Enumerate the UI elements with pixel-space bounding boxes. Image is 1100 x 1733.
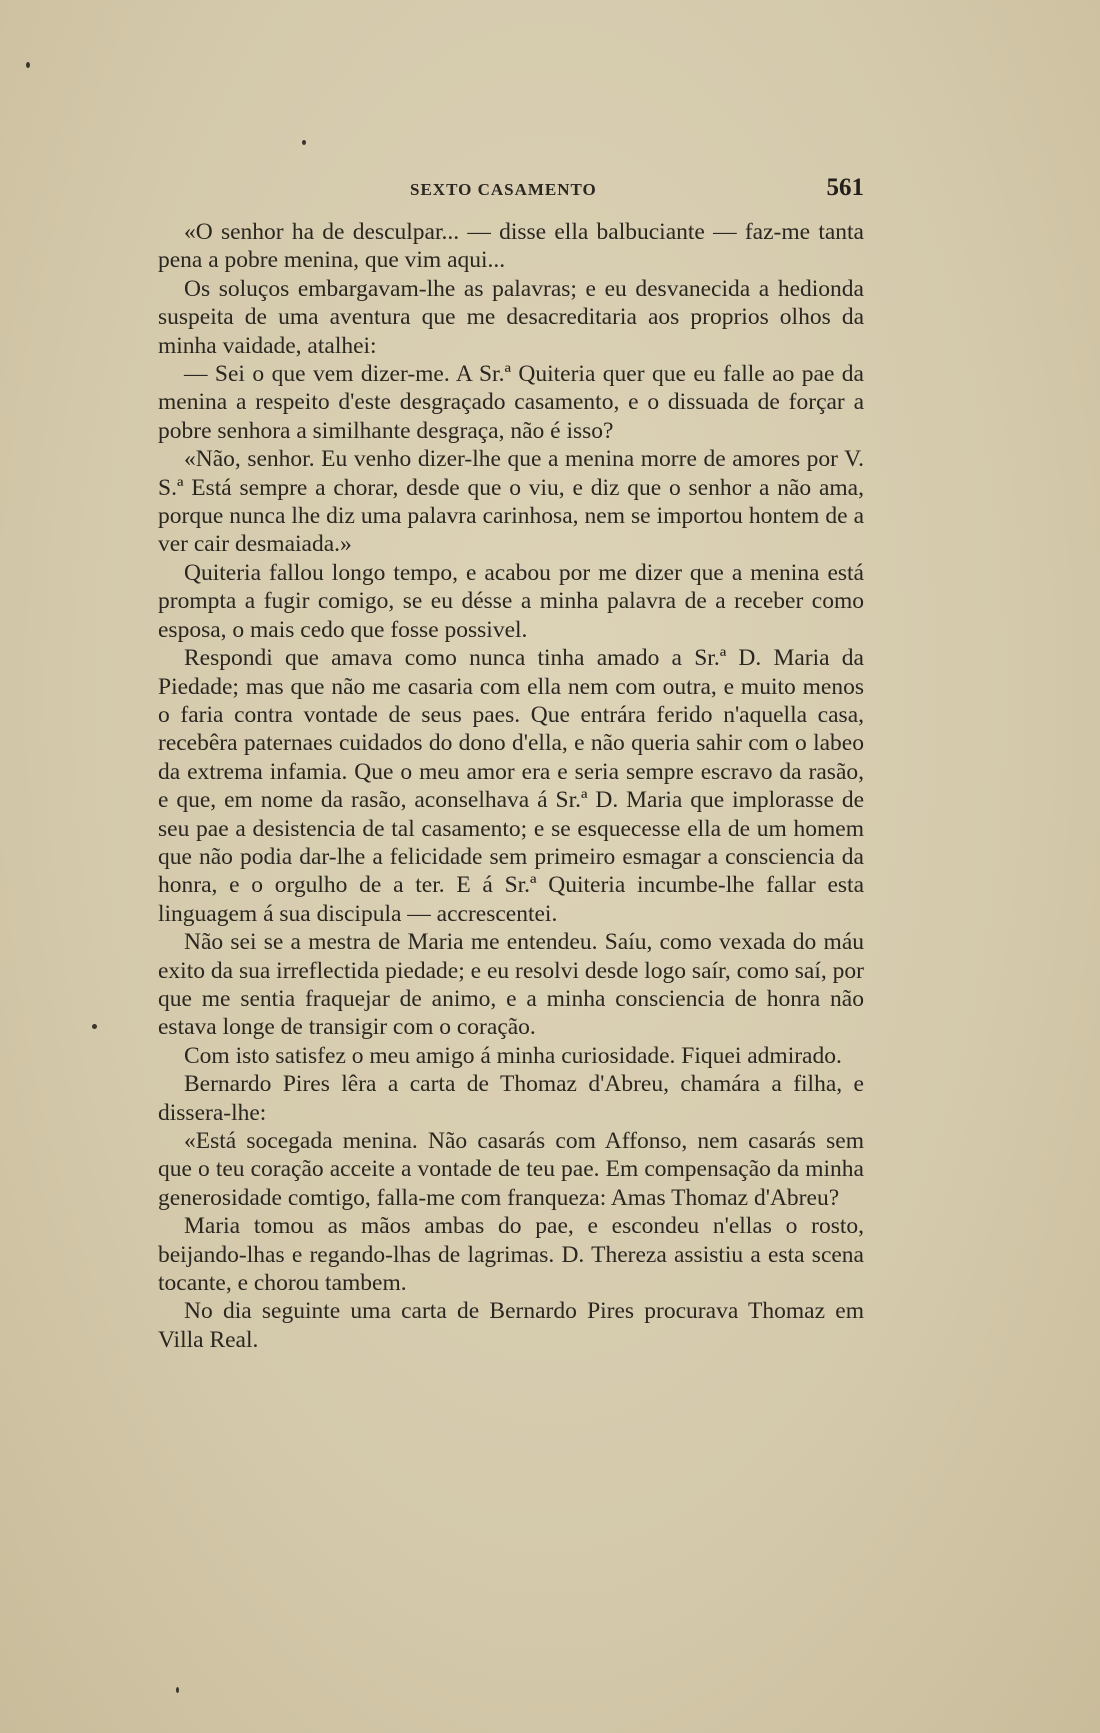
paragraph: «O senhor ha de desculpar... — disse ella balbuciante — faz-me tanta pena a pobre menina, que vim aqui...	[158, 219, 864, 274]
page-number: 561	[826, 174, 864, 201]
paper-speck	[176, 1687, 179, 1693]
paragraph: Maria tomou as mãos ambas do pae, e escondeu n'ellas o rosto, beijando-lhas e regando-lhas de lagrimas. D. Thereza assistiu a esta scena tocante, e chorou tambem.	[158, 1213, 864, 1297]
paper-speck	[302, 140, 306, 145]
paragraph: Com isto satisfez o meu amigo á minha curiosidade. Fiquei admirado.	[184, 1042, 842, 1069]
paragraph: «Não, senhor. Eu venho dizer-lhe que a menina morre de amores por V. S.ª Está sempre a chorar, desde que o viu, e diz que o senhor a não ama, porque nunca lhe diz uma palavra carinhosa, nem se importou hontem de a ver cair desmaiada.»	[158, 446, 864, 558]
paragraph: — Sei o que vem dizer-me. A Sr.ª Quiteria quer que eu falle ao pae da menina a respeito d'este desgraçado casamento, e o dissuada de forçar a pobre senhora a similhante desgraça, não é isso?	[158, 361, 864, 444]
body-text	[158, 218, 864, 1354]
paragraph: «Está socegada menina. Não casarás com Affonso, nem casarás sem que o teu coração acceite a vontade de teu pae. Em compensação da minha generosidade comtigo, falla-me com franqueza: Amas Thomaz d'Abreu?	[158, 1128, 864, 1211]
paragraph: No dia seguinte uma carta de Bernardo Pires procurava Thomaz em Villa Real.	[158, 1298, 864, 1353]
paragraph: Quiteria fallou longo tempo, e acabou por me dizer que a menina está prompta a fugir comigo, se eu désse a minha palavra de a receber como esposa, o mais cedo que fosse possivel.	[158, 559, 864, 643]
paper-speck	[26, 62, 30, 68]
paragraph: Não sei se a mestra de Maria me entendeu. Saíu, como vexada do máu exito da sua irreflectida piedade; e eu resolvi desde logo saír, como saí, por que me sentia fraquejar de animo, e a minha consciencia de honra não estava longe de transigir com o coração.	[158, 929, 864, 1041]
paragraph: Os soluços embargavam-lhe as palavras; e eu desvanecida a hedionda suspeita de uma aventura que me desacreditaria aos proprios olhos da minha vaidade, atalhei:	[158, 275, 864, 359]
paragraph: Respondi que amava como nunca tinha amado a Sr.ª D. Maria da Piedade; mas que não me casaria com ella nem com outra, e muito menos o faria contra vontade de seus paes. Que entrára ferido n'aquella casa, recebêra paternaes cuidados do dono d'ella, e não queria sahir com o labeo da extrema infamia. Que o meu amor era e seria sempre escravo da rasão, e que, em nome da rasão, aconselhava á Sr.ª D. Maria que implorasse de seu pae a desistencia de tal casamento; e se esquecesse ella de um homem que não podia dar-lhe a felicidade sem primeiro esmagar a consciencia da honra, e o orgulho de a ter. E á Sr.ª Quiteria incumbe-lhe fallar esta linguagem á sua discipula — accrescentei.	[158, 645, 864, 927]
page-header	[158, 174, 864, 204]
paragraph: Bernardo Pires lêra a carta de Thomaz d'Abreu, chamára a filha, e dissera-lhe:	[158, 1071, 864, 1126]
paper-speck	[92, 1024, 97, 1029]
running-title: SEXTO CASAMENTO	[410, 180, 597, 199]
